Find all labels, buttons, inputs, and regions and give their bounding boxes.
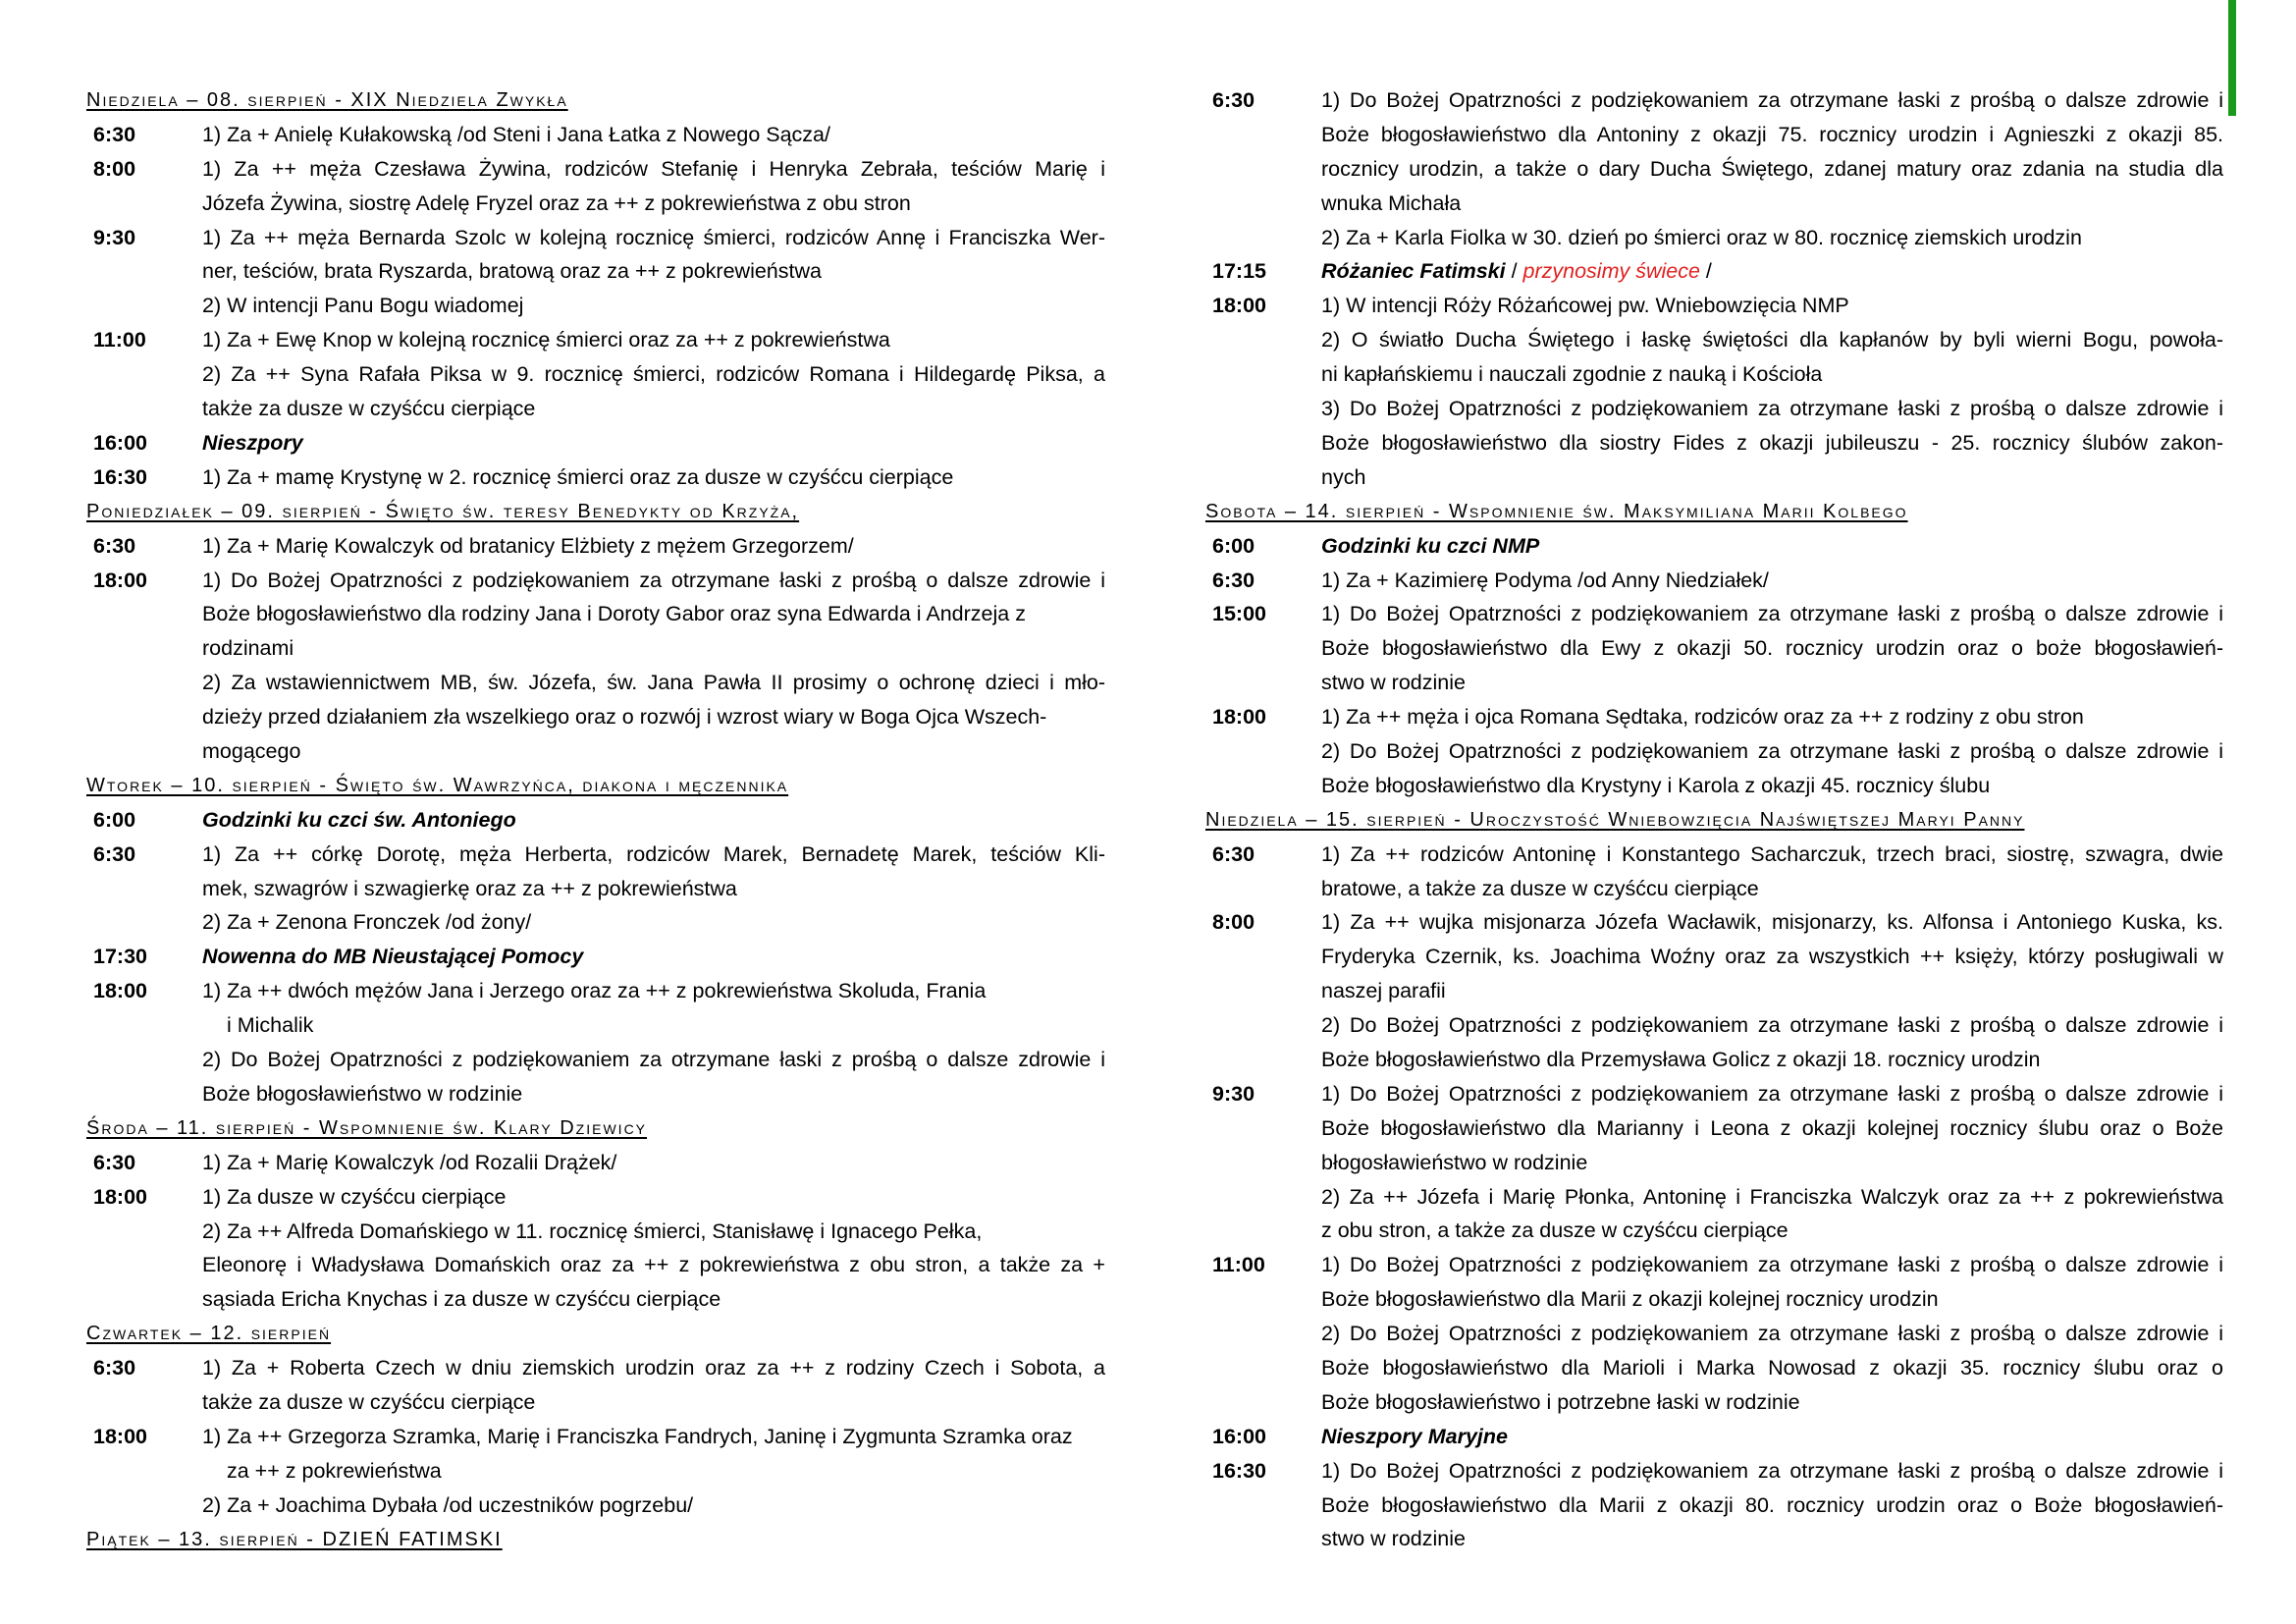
intention-line: 1) Za dusze w czyśćcu cierpiące: [202, 1184, 507, 1209]
intention-line: Boże błogosławieństwo w rodzinie: [202, 1081, 523, 1106]
intention-list: [202, 1146, 1105, 1180]
intention-list: [202, 460, 1105, 495]
intention-list: [202, 564, 1105, 769]
mass-time: 6:30: [1212, 88, 1255, 112]
mass-time: 11:00: [1212, 1253, 1265, 1277]
intention-line: 2) Za + Karla Fiolka w 30. dzień po śmierci oraz w 80. rocznicę ziemskich urodzin: [1321, 225, 2082, 249]
mass-entry: [86, 426, 1105, 460]
intention-line: stwo w rodzinie: [1321, 1527, 1466, 1551]
mass-time: 6:30: [93, 122, 136, 146]
mass-entry: [1205, 1248, 2223, 1419]
mass-time: 9:30: [1212, 1081, 1255, 1106]
intention-list: [1321, 1248, 2223, 1419]
mass-time: 16:00: [1212, 1424, 1266, 1448]
mass-entry: [1205, 529, 2223, 564]
mass-time: 18:00: [1212, 705, 1266, 730]
intention-line: 1) Za + Kazimierę Podyma /od Anny Niedziałek/: [1321, 568, 1769, 592]
mass-entry: [86, 152, 1105, 221]
intention-line: [1321, 529, 2223, 564]
intention-line: 2) Za ++ Alfreda Domańskiego w 11. rocznicę śmierci, Stanisławę i Ignacego Pełka,: [202, 1218, 983, 1243]
mass-entry: [1205, 700, 2223, 803]
intention-line: 1) Do Bożej Opatrzności z podziękowaniem za otrzymane łaski z prośbą o dalsze zdrowie i: [202, 568, 1105, 592]
intention-line: [202, 940, 1105, 974]
intention-line: 1) W intencji Róży Różańcowej pw. Wniebowzięcia NMP: [1321, 294, 1849, 318]
intention-list: [202, 1420, 1105, 1523]
intention-line: 2) Za wstawiennictwem MB, św. Józefa, św. Jana Pawła II prosimy o ochronę dzieci i mło-: [202, 671, 1105, 695]
intention-line: 2) Za + Zenona Fronczek /od żony/: [202, 910, 532, 935]
intention-line: 1) Do Bożej Opatrzności z podziękowaniem za otrzymane łaski z prośbą o dalsze zdrowie i: [1321, 1081, 2223, 1106]
day-header: Środa – 11. sierpień - Wspomnienie św. Klary Dziewicy: [86, 1116, 648, 1139]
intention-line: dzieży przed działaniem zła wszelkiego oraz o rozwój i wzrost wiary w Boga Ojca Wszech-: [202, 705, 1047, 730]
day-header: Czwartek – 12. sierpień: [86, 1323, 332, 1345]
intention-list: [202, 1180, 1105, 1318]
intention-list: [1321, 83, 2223, 254]
day-header: Poniedziałek – 09. sierpień - Święto św. teresy Benedykty od Krzyża,: [86, 500, 800, 522]
intention-line: Eleonorę i Władysława Domańskich oraz za ++ z pokrewieństwa z obu stron, a także za +: [202, 1253, 1105, 1277]
mass-entry: [86, 323, 1105, 426]
right-column: [1205, 83, 2223, 1556]
day-header: Niedziela – 08. sierpień - XIX Niedziela Zwykła: [86, 89, 568, 111]
intention-line: 1) Do Bożej Opatrzności z podziękowaniem za otrzymane łaski z prośbą o dalsze zdrowie i: [1321, 602, 2223, 626]
intention-line: 1) Do Bożej Opatrzności z podziękowaniem za otrzymane łaski z prośbą o dalsze zdrowie i: [1321, 1458, 2223, 1483]
intention-line: Boże błogosławieństwo dla Antoniny z okazji 75. rocznicy urodzin i Agnieszki z okazji 85.: [1321, 122, 2223, 146]
mass-entry: [1205, 83, 2223, 254]
intention-line: Boże błogosławieństwo dla rodziny Jana i Doroty Gabor oraz syna Edwarda i Andrzeja z: [202, 602, 1026, 626]
intention-line: 2) Do Bożej Opatrzności z podziękowaniem za otrzymane łaski z prośbą o dalsze zdrowie i: [1321, 1013, 2223, 1038]
intention-line: Boże błogosławieństwo dla Marianny i Leona z okazji kolejnej rocznicy ślubu oraz o Boże: [1321, 1115, 2223, 1140]
service-title: Nowenna do MB Nieustającej Pomocy: [202, 945, 584, 969]
day-header: Sobota – 14. sierpień - Wspomnienie św. Maksymiliana Marii Kolbego: [1205, 500, 1908, 522]
intention-line: 2) Do Bożej Opatrzności z podziękowaniem za otrzymane łaski z prośbą o dalsze zdrowie i: [1321, 738, 2223, 763]
intention-list: [202, 152, 1105, 221]
day-header: Niedziela – 15. sierpień - Uroczystość Wniebowzięcia Najświętszej Maryi Panny: [1205, 808, 2025, 831]
service-title: Nieszpory: [202, 430, 303, 455]
intention-line: 2) Za ++ Józefa i Marię Płonka, Antoninę i Franciszka Walczyk oraz za ++ z pokrewieństwa: [1321, 1184, 2223, 1209]
mass-entry: [86, 1420, 1105, 1523]
intention-list: [1321, 254, 2223, 289]
intention-line: Fryderyka Czernik, ks. Joachima Woźny oraz za wszystkich ++ księży, którzy posługiwali w: [1321, 945, 2223, 969]
mass-entry: [86, 974, 1105, 1111]
mass-time: 8:00: [93, 156, 136, 181]
intention-line: Boże błogosławieństwo dla siostry Fides z okazji jubileuszu - 25. rocznicy ślubów zakon-: [1321, 430, 2223, 455]
mass-time: 6:30: [93, 533, 136, 558]
intention-list: [1321, 529, 2223, 564]
intention-line: Boże błogosławieństwo dla Ewy z okazji 50. rocznicy urodzin oraz o boże błogosławień-: [1321, 636, 2223, 661]
intention-line: mogącego: [202, 738, 301, 763]
intention-list: [1321, 838, 2223, 906]
mass-time: 16:00: [93, 430, 147, 455]
mass-time: 18:00: [93, 979, 147, 1003]
intention-list: [202, 529, 1105, 564]
intention-line: rodzinami: [202, 636, 294, 661]
service-title: Godzinki ku czci św. Antoniego: [202, 807, 516, 832]
intention-line: 2) O światło Ducha Świętego i łaskę świętości dla kapłanów by byli wierni Bogu, powoła-: [1321, 328, 2223, 352]
intention-line: Boże błogosławieństwo dla Krystyny i Karola z okazji 45. rocznicy ślubu: [1321, 773, 1991, 797]
intention-list: [202, 803, 1105, 838]
mass-time: 18:00: [93, 568, 147, 592]
intention-list: [1321, 1420, 2223, 1454]
mass-time: 6:30: [93, 1356, 136, 1380]
mass-entry: [1205, 838, 2223, 906]
intention-list: [202, 838, 1105, 941]
mass-entry: [86, 940, 1105, 974]
mass-entry: [1205, 564, 2223, 598]
mass-time: 6:00: [1212, 533, 1255, 558]
intention-line: 2) Do Bożej Opatrzności z podziękowaniem za otrzymane łaski z prośbą o dalsze zdrowie i: [202, 1048, 1105, 1072]
mass-entry: [1205, 597, 2223, 700]
mass-entry: [86, 221, 1105, 324]
mass-time: 18:00: [1212, 294, 1266, 318]
intention-line: Józefa Żywina, siostrę Adelę Fryzel oraz za ++ z pokrewieństwa z obu stron: [202, 190, 911, 215]
mass-time: 16:30: [1212, 1458, 1266, 1483]
intention-list: [1321, 1077, 2223, 1248]
intention-line: 2) W intencji Panu Bogu wiadomej: [202, 294, 524, 318]
mass-time: 6:30: [1212, 568, 1255, 592]
intention-line: 1) Za + Anielę Kułakowską /od Steni i Jana Łatka z Nowego Sącza/: [202, 122, 830, 146]
mass-entry: [86, 838, 1105, 941]
intention-line: stwo w rodzinie: [1321, 671, 1466, 695]
intention-list: [202, 426, 1105, 460]
intention-line: 1) Za + Roberta Czech w dniu ziemskich urodzin oraz za ++ z rodziny Czech i Sobota, a: [202, 1356, 1105, 1380]
intention-line: ner, teściów, brata Ryszarda, bratową oraz za ++ z pokrewieństwa: [202, 259, 822, 284]
intention-line: 2) Za + Joachima Dybała /od uczestników pogrzebu/: [202, 1492, 694, 1517]
green-edge-bar: [2228, 0, 2236, 116]
intention-line: 1) Za ++ dwóch mężów Jana i Jerzego oraz za ++ z pokrewieństwa Skoluda, Frania: [202, 979, 987, 1003]
intention-line: 3) Do Bożej Opatrzności z podziękowaniem za otrzymane łaski z prośbą o dalsze zdrowie i: [1321, 397, 2223, 421]
mass-entry: [86, 564, 1105, 769]
mass-time: 17:15: [1212, 259, 1266, 284]
mass-entry: [86, 1351, 1105, 1420]
intention-line: 1) Za ++ męża Czesława Żywina, rodziców Stefanię i Henryka Zebrała, teściów Marię i: [202, 156, 1105, 181]
intention-line: rocznicy urodzin, a także o dary Ducha Świętego, zdanej matury oraz zdania na studia dla: [1321, 156, 2223, 181]
day-header: Wtorek – 10. sierpień - Święto św. Wawrzyńca, diakona i męczennika: [86, 774, 789, 796]
mass-time: 18:00: [93, 1424, 147, 1448]
intention-line: błogosławieństwo w rodzinie: [1321, 1150, 1588, 1174]
mass-time: 16:30: [93, 464, 147, 489]
intention-line: ni kapłańskiemu i nauczali zgodnie z nauką i Kościoła: [1321, 362, 1823, 387]
intention-line: także za dusze w czyśćcu cierpiące: [202, 397, 536, 421]
intention-line: 1) Za ++ wujka misjonarza Józefa Wacławik, misjonarzy, ks. Alfonsa i Antoniego Kuska, ks.: [1321, 910, 2223, 935]
intention-list: [1321, 564, 2223, 598]
intention-line: naszej parafii: [1321, 979, 1446, 1003]
intention-list: [1321, 905, 2223, 1076]
intention-line: 1) Do Bożej Opatrzności z podziękowaniem za otrzymane łaski z prośbą o dalsze zdrowie i: [1321, 1253, 2223, 1277]
intention-line: 1) Za + Ewę Knop w kolejną rocznicę śmierci oraz za ++ z pokrewieństwa: [202, 328, 890, 352]
intention-line: 1) Do Bożej Opatrzności z podziękowaniem za otrzymane łaski z prośbą o dalsze zdrowie i: [1321, 88, 2223, 112]
mass-entry: [1205, 1454, 2223, 1557]
service-title: Różaniec Fatimski: [1321, 259, 1506, 284]
intention-line: 1) Za ++ męża i ojca Romana Sędtaka, rodziców oraz za ++ z rodziny z obu stron: [1321, 705, 2084, 730]
intention-list: [1321, 700, 2223, 803]
mass-time: 11:00: [93, 328, 146, 352]
mass-time: 15:00: [1212, 602, 1266, 626]
note-bring-candles: przynosimy świece: [1522, 259, 1700, 284]
mass-time: 6:30: [93, 1150, 136, 1174]
intention-list: [1321, 289, 2223, 494]
intention-line: 1) Za ++ Grzegorza Szramka, Marię i Franciszka Fandrych, Janinę i Zygmunta Szramka oraz: [202, 1424, 1073, 1448]
mass-entry: [1205, 1420, 2223, 1454]
mass-time: 6:30: [1212, 841, 1255, 866]
intention-line: wnuka Michała: [1321, 190, 1462, 215]
intention-list: [202, 323, 1105, 426]
intention-line: mek, szwagrów i szwagierkę oraz za ++ z pokrewieństwa: [202, 876, 737, 900]
intention-line: Boże błogosławieństwo i potrzebne łaski w rodzinie: [1321, 1389, 1800, 1414]
intention-list: [202, 118, 1105, 152]
mass-entry: [86, 1146, 1105, 1180]
intention-line: za ++ z pokrewieństwa: [227, 1458, 442, 1483]
mass-time: 17:30: [93, 945, 147, 969]
mass-time: 9:30: [93, 225, 136, 249]
intention-list: [202, 940, 1105, 974]
mass-entry: [86, 803, 1105, 838]
mass-entry: [86, 1180, 1105, 1318]
intention-line: Boże błogosławieństwo dla Przemysława Golicz z okazji 18. rocznicy urodzin: [1321, 1047, 2041, 1071]
mass-time: 6:00: [93, 807, 136, 832]
intention-line: [202, 803, 1105, 838]
intention-list: [202, 221, 1105, 324]
intention-line: nych: [1321, 464, 1366, 489]
mass-time: 6:30: [93, 841, 136, 866]
mass-entry: [1205, 254, 2223, 289]
mass-entry: [86, 529, 1105, 564]
intention-line: 1) Za + Marię Kowalczyk /od Rozalii Drążek/: [202, 1150, 617, 1174]
intention-line: 1) Za + mamę Krystynę w 2. rocznicę śmierci oraz za dusze w czyśćcu cierpiące: [202, 464, 954, 489]
intention-line: 1) Za ++ męża Bernarda Szolc w kolejną rocznicę śmierci, rodziców Annę i Franciszka Wer-: [202, 225, 1105, 249]
mass-time: 18:00: [93, 1184, 147, 1209]
intention-line: także za dusze w czyśćcu cierpiące: [202, 1389, 536, 1414]
intention-line: Boże błogosławieństwo dla Marioli i Marka Nowosad z okazji 35. rocznicy ślubu oraz o: [1321, 1356, 2223, 1380]
intention-line: 1) Za + Marię Kowalczyk od bratanicy Elżbiety z mężem Grzegorzem/: [202, 533, 854, 558]
intention-line: z obu stron, a także za dusze w czyśćcu cierpiące: [1321, 1218, 1789, 1243]
intention-list: [1321, 597, 2223, 700]
day-header: Piątek – 13. sierpień - DZIEŃ FATIMSKI: [86, 1528, 503, 1550]
mass-entry: [1205, 289, 2223, 494]
intention-line: 2) Za ++ Syna Rafała Piksa w 9. rocznicę śmierci, rodziców Romana i Hildegardę Piksa, a: [202, 362, 1105, 387]
service-title: Godzinki ku czci NMP: [1321, 533, 1540, 558]
mass-entry: [1205, 905, 2223, 1076]
mass-entry: [86, 118, 1105, 152]
intention-line: Boże błogosławieństwo dla Marii z okazji kolejnej rocznicy urodzin: [1321, 1287, 1939, 1312]
mass-time: 8:00: [1212, 910, 1255, 935]
intention-list: [202, 1351, 1105, 1420]
mass-entry: [86, 460, 1105, 495]
left-column: [86, 83, 1105, 1556]
intention-line: i Michalik: [227, 1013, 314, 1038]
intention-line: 1) Za ++ córkę Dorotę, męża Herberta, rodziców Marek, Bernadetę Marek, teściów Kli-: [202, 841, 1105, 866]
intention-line: bratowe, a także za dusze w czyśćcu cierpiące: [1321, 876, 1759, 900]
mass-entry: [1205, 1077, 2223, 1248]
intention-line: Boże błogosławieństwo dla Marii z okazji 80. rocznicy urodzin oraz o Boże błogosławień-: [1321, 1492, 2223, 1517]
intention-line: Różaniec Fatimski / przynosimy świece /: [1321, 259, 1712, 284]
service-title: Nieszpory Maryjne: [1321, 1424, 1508, 1448]
intention-list: [1321, 1454, 2223, 1557]
intention-list: [202, 974, 1105, 1111]
intention-line: 2) Do Bożej Opatrzności z podziękowaniem za otrzymane łaski z prośbą o dalsze zdrowie i: [1321, 1322, 2223, 1346]
intention-line: 1) Za ++ rodziców Antoninę i Konstantego Sacharczuk, trzech braci, siostrę, szwagra, dwie: [1321, 841, 2223, 866]
intention-line: sąsiada Ericha Knychas i za dusze w czyśćcu cierpiące: [202, 1287, 721, 1312]
intention-line: [1321, 1420, 2223, 1454]
intention-line: [202, 426, 1105, 460]
